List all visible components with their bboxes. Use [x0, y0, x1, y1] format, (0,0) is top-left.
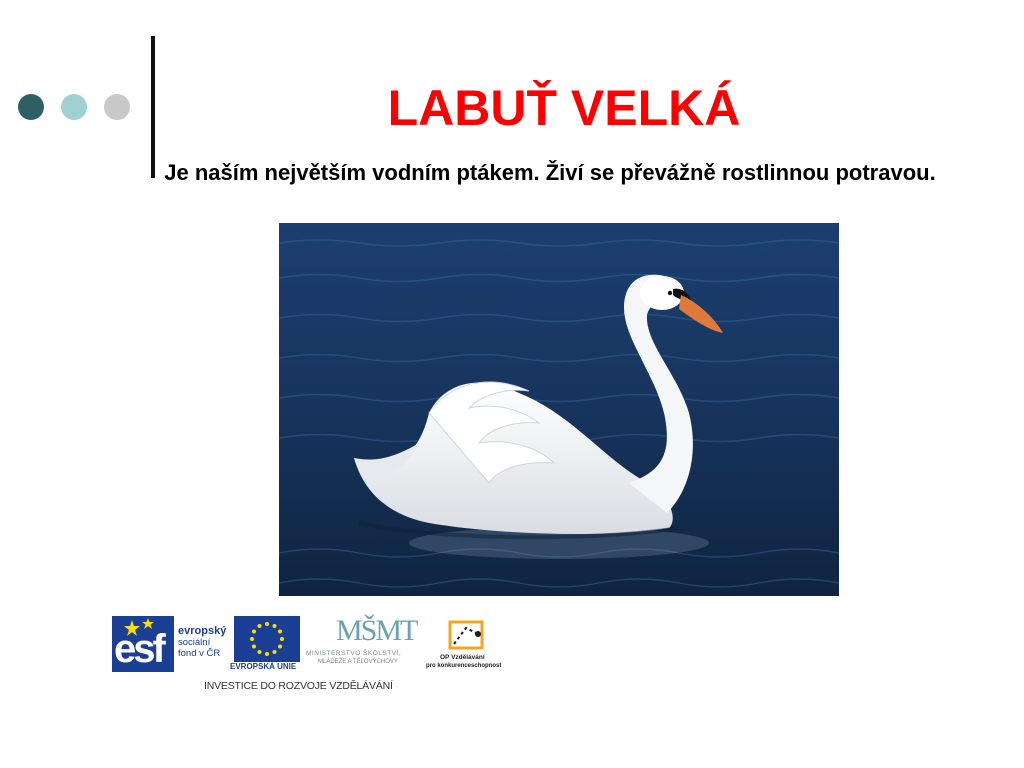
- dot-grey: [104, 94, 130, 120]
- esf-mark: [112, 616, 174, 672]
- slide-subtitle: Je naším největším vodním ptákem. Živí se převážně rostlinnou potravou.: [164, 160, 936, 185]
- slide-title: LABUŤ VELKÁ: [387, 80, 741, 136]
- op-logo: [426, 614, 506, 674]
- esf-caption-line1: evropský: [178, 625, 227, 637]
- eu-stars-icon: [234, 616, 300, 662]
- msmt-caption-line1: MINISTERSTVO ŠKOLSTVÍ,: [306, 650, 402, 657]
- op-mark-icon: [444, 614, 488, 652]
- esf-logo: [112, 616, 232, 676]
- investment-tagline: INVESTICE DO ROZVOJE VZDĚLÁVÁNÍ: [204, 680, 393, 692]
- eu-flag: [234, 616, 300, 662]
- msmt-caption-line2: MLÁDEŽE A TĚLOVÝCHOVY: [318, 659, 398, 665]
- msmt-mark: MŠMT: [336, 614, 417, 647]
- esf-caption-line3: fond v ČR: [178, 648, 221, 659]
- esf-wordmark: esf: [114, 627, 163, 671]
- esf-caption-line2: sociální: [178, 637, 211, 648]
- eu-caption: EVROPSKÁ UNIE: [230, 662, 297, 671]
- dot-light-teal: [61, 94, 87, 120]
- esf-caption: [178, 626, 238, 659]
- sponsor-logos: [112, 612, 512, 702]
- op-caption-line1: OP Vzdělávání: [440, 654, 485, 661]
- swan-photo: [279, 223, 839, 596]
- op-caption-line2: pro konkurenceschopnost: [426, 663, 502, 669]
- msmt-logo: [306, 614, 416, 674]
- dot-dark: [18, 94, 44, 120]
- vertical-divider: [151, 36, 155, 178]
